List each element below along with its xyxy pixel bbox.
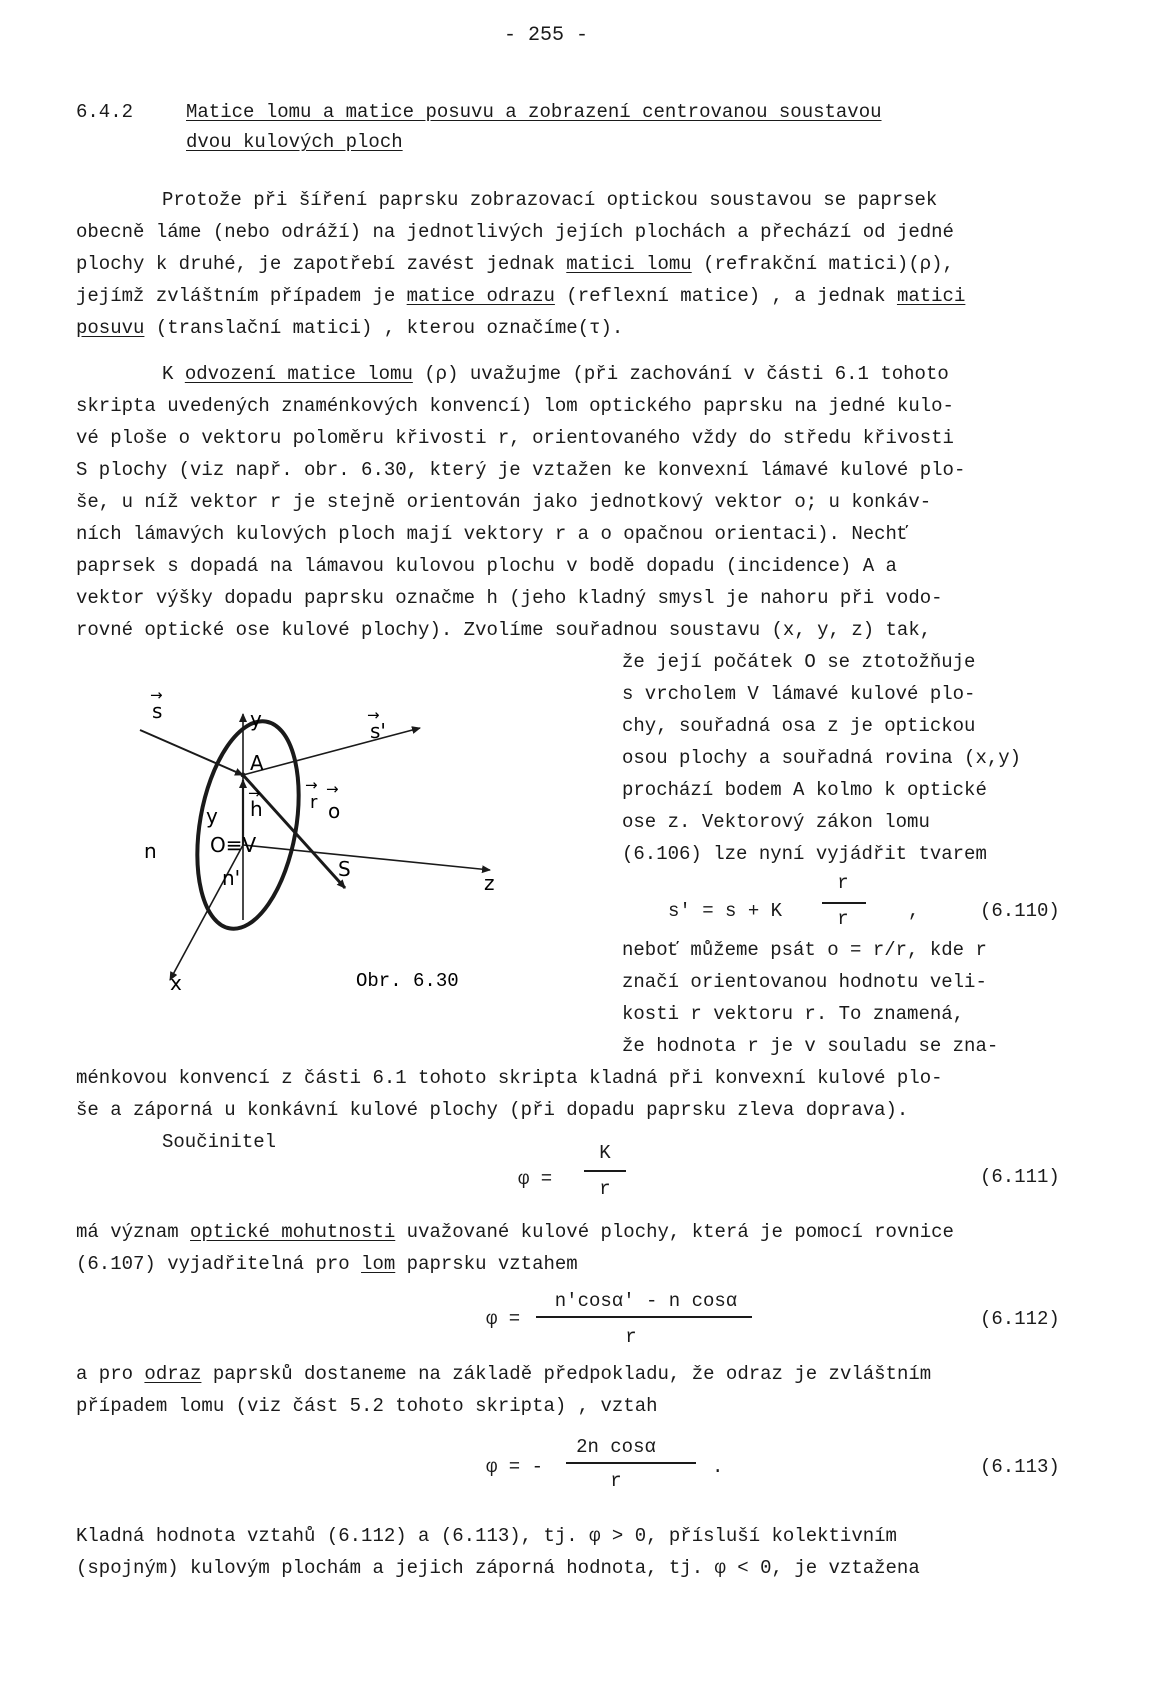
eq113-dot: . [712,1456,724,1478]
section-number: 6.4.2 [76,101,134,123]
svg-text:→: → [326,780,339,798]
eq113-numerator: 2n cosα [576,1436,656,1458]
page-number: - 255 - [504,24,589,47]
para1-line1: Protože při šíření paprsku zobrazovací optickou soustavou se paprsek [162,189,938,211]
eq111-denominator: r [599,1178,611,1200]
eq110-denominator: r [837,908,849,930]
right-col-line2: s vrcholem V lámavé kulové plo- [622,683,976,705]
right-col-line6: ose z. Vektorový zákon lomu [622,811,930,833]
para2-line3: vé ploše o vektoru poloměru křivosti r, orientovaného vždy do středu křivosti [76,427,954,449]
term-odraz: odraz [144,1363,202,1385]
eq111-fraction-bar [584,1170,626,1172]
svg-text:→: → [367,706,380,724]
incident-ray [140,730,243,775]
refracted-ray [243,728,420,775]
eq111-lhs: φ = [518,1168,553,1190]
eq110-label: (6.110) [980,900,1060,922]
eq111-label: (6.111) [980,1166,1060,1188]
term-opticke-mohutnosti: optické mohutnosti [190,1221,396,1243]
label-origin: O≡V [210,833,257,857]
label-s-prime: s' [370,719,386,743]
svg-text:→: → [248,784,261,802]
section-title-line2: dvou kulových ploch [186,131,403,153]
para1-line4: jejímž zvláštním případem je matice odrazu (reflexní matice) , a jednak matici [76,285,966,307]
para2-line7: paprsek s dopadá na lámavou kulovou plochu v bodě dopadu (incidence) A a [76,555,897,577]
right-col-line1: že její počátek O se ztotožňuje [622,651,976,673]
right-col-line11: že hodnota r je v souladu se zna- [622,1035,999,1057]
para5-line1: a pro odraz paprsků dostaneme na základě předpokladu, že odraz je zvláštním [76,1363,932,1385]
para1-line2: obecně láme (nebo odráží) na jednotlivých jejích plochách a přechází od jedné [76,221,954,243]
term-lom: lom [361,1253,396,1275]
eq112-label: (6.112) [980,1308,1060,1330]
eq110-fraction-bar [822,902,866,904]
eq113-label: (6.113) [980,1456,1060,1478]
label-s: s [152,699,163,723]
para2-line1: K odvození matice lomu (ρ) uvažujme (při zachování v části 6.1 tohoto [162,363,949,385]
right-col-line8: neboť můžeme psát o = r/r, kde r [622,939,987,961]
term-posuvu: posuvu [76,317,145,339]
eq113-denominator: r [610,1470,622,1492]
para6-line1: Kladná hodnota vztahů (6.112) a (6.113), tj. φ > 0, přísluší kolektivním [76,1525,897,1547]
term-matice-lomu: matici lomu [566,253,692,275]
eq113-lhs: φ = - [486,1456,544,1478]
right-col-line5: prochází bodem A kolmo k optické [622,779,987,801]
svg-text:→: → [150,690,163,704]
label-z: z [484,871,495,895]
para4-line1: má význam optické mohutnosti uvažované kulové plochy, která je pomocí rovnice [76,1221,954,1243]
term-odvozeni-matice-lomu: odvození matice lomu [184,363,413,385]
label-x: x [170,971,182,995]
svg-text:→: → [305,776,318,794]
eq111-numerator: K [599,1142,611,1164]
label-h: h [250,797,263,821]
figure-6-30 [130,690,600,1010]
para1-line3: plochy k druhé, je zapotřebí zavést jednak matici lomu (refrakční matici)(ρ), [76,253,954,275]
term-matici: matici [896,285,966,307]
eq110-lhs: s' = s + K [668,900,783,922]
para6-line2: (spojným) kulovým plochám a jejich záporná hodnota, tj. φ < 0, je vztažena [76,1557,920,1579]
para3-line2: še a záporná u konkávní kulové plochy (při dopadu paprsku zleva doprava). [76,1099,909,1121]
figure-caption: Obr. 6.30 [356,970,459,992]
para4-line2: (6.107) vyjadřitelná pro lom paprsku vztahem [76,1253,578,1275]
point-a [241,773,246,778]
term-matice-odrazu: matice odrazu [406,285,555,307]
spherical-surface [182,713,313,936]
para5-line2: případem lomu (viz část 5.2 tohoto skripta) , vztah [76,1395,658,1417]
eq112-lhs: φ = [486,1308,521,1330]
eq110-numerator: r [837,872,849,894]
eq112-numerator: n'cosα' - n cosα [554,1290,738,1312]
coefficient-label: Součinitel [162,1131,277,1153]
para3-line1: ménkovou konvencí z části 6.1 tohoto skripta kladná při konvexní kulové plo- [76,1067,943,1089]
para2-line5: še, u níž vektor r je stejně orientován jako jednotkový vektor o; u konkáv- [76,491,932,513]
right-col-line7: (6.106) lze nyní vyjádřit tvarem [622,843,987,865]
right-col-line3: chy, souřadná osa z je optickou [622,715,976,737]
label-a: A [250,751,264,775]
eq112-fraction-bar [536,1316,752,1318]
label-r: r [310,792,318,813]
para2-line9: rovné optické ose kulové plochy). Zvolíme souřadnou soustavu (x, y, z) tak, [76,619,932,641]
para2-line6: ních lámavých kulových ploch mají vektory r a o opačnou orientaci). Nechť [76,523,909,545]
eq110-comma: , [908,900,920,922]
eq112-denominator: r [625,1326,637,1348]
para1-line5: posuvu (translační matici) , kterou označíme(τ). [76,317,624,339]
label-center-s: S [338,857,351,881]
para2-line8: vektor výšky dopadu paprsku označme h (jeho kladný smysl je nahoru při vodo- [76,587,943,609]
label-y-axis: y [250,707,262,731]
right-col-line4: osou plochy a souřadná rovina (x,y) [622,747,1022,769]
z-axis [243,845,490,870]
section-title-line1: Matice lomu a matice posuvu a zobrazení centrovanou soustavou [186,101,882,123]
label-n: n [144,839,157,863]
label-n-prime: n' [222,866,241,890]
para2-line4: S plochy (viz např. obr. 6.30, který je vztažen ke konvexní lámavé kulové plo- [76,459,966,481]
label-o: o [328,799,341,823]
eq113-fraction-bar [566,1462,696,1464]
label-y-small: y [206,804,218,828]
para2-line2: skripta uvedených znaménkových konvencí) lom optického paprsku na jedné kulo- [76,395,954,417]
right-col-line9: značí orientovanou hodnotu veli- [622,971,987,993]
right-col-line10: kosti r vektoru r. To znamená, [622,1003,965,1025]
